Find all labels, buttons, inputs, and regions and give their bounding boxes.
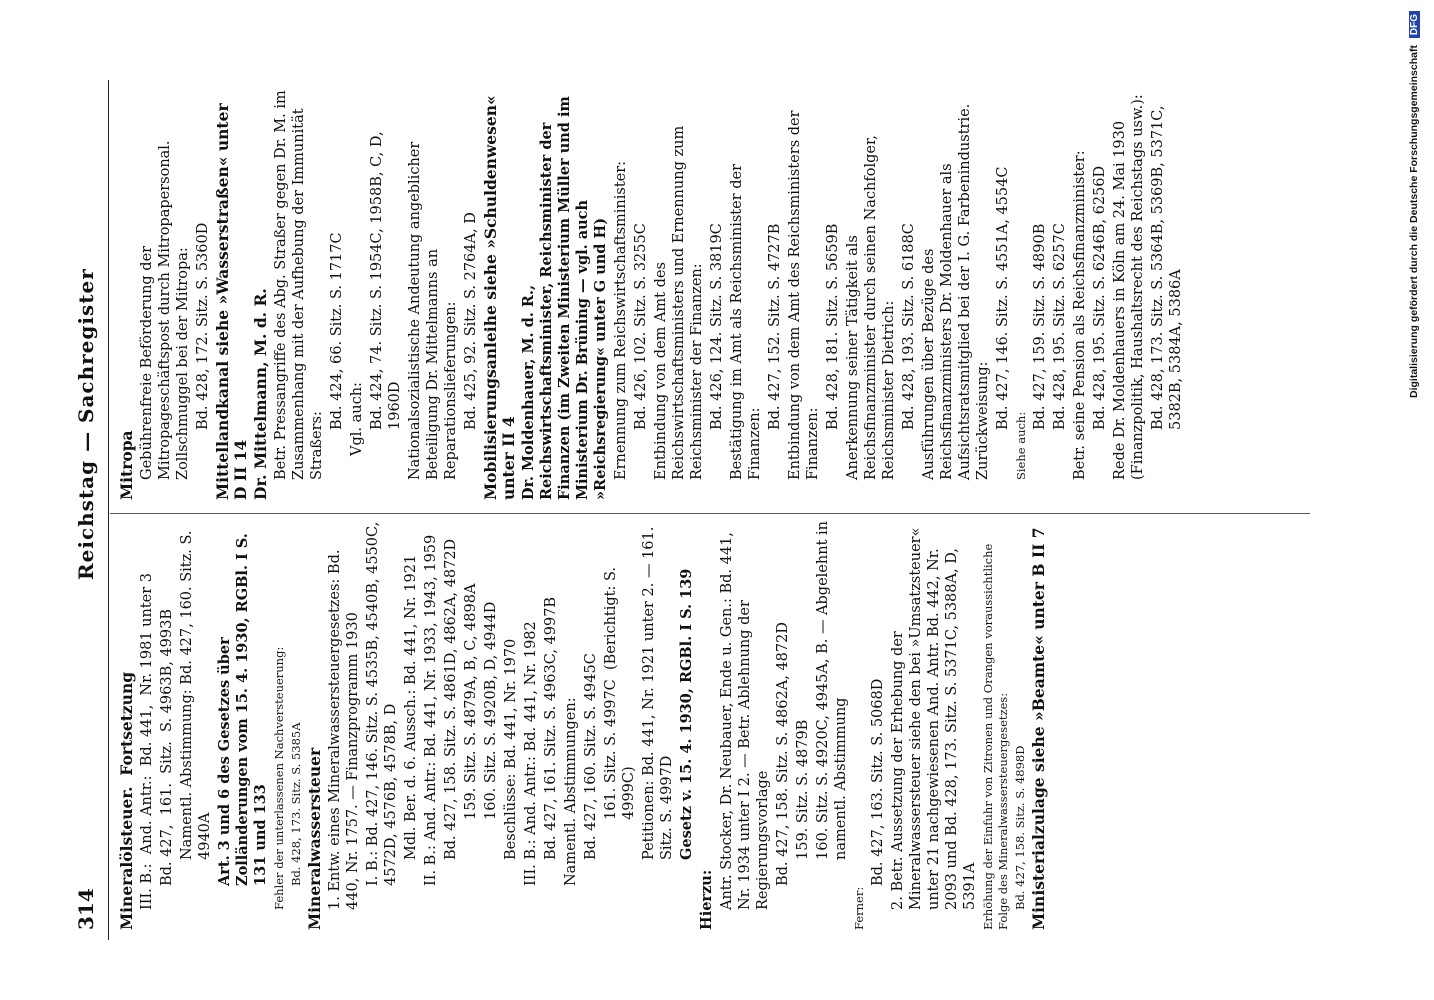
index-entry: Ausführungen über Bezüge des Reichsfinanzministers Dr. Moldenhauer als Aufsichtsratsmitglied bei der I. G. Farbenindustrie. Zurückweisung:	[921, 99, 991, 480]
index-entry: Dr. Moldenhauer, M. d. R., Reichswirtschaftsminister, Reichsminister der Finanzen (im Zweiten Ministerium Müller und im Ministerium Dr. Brüning — vgl. auch »Reichsregierung« unter G und H)	[520, 91, 609, 500]
index-heading: Dr. Mittelmann, M. d. R.	[251, 288, 270, 500]
index-entry: Entbindung von dem Amt des Reichsministers der Finanzen:	[787, 105, 821, 480]
running-title: Reichstag — Sachregister	[74, 268, 98, 580]
index-entry: Bd. 427, 146. Sitz. S. 4551A, 4554C	[995, 166, 1011, 430]
index-entry: Bd. 428, 172. Sitz. S. 5360D	[195, 222, 211, 430]
index-entry: Bd. 427, 158. Sitz. S. 4862A, 4872D	[775, 622, 791, 886]
index-entry: Ernennung zum Reichswirtschaftsminister:	[613, 160, 629, 480]
scanned-page	[60, 80, 1320, 940]
index-entry: Bd. 427, 161. Sitz. S. 4963B, 4993B	[159, 609, 175, 886]
index-entry: Bd. 427, 152. Sitz. S. 4727B	[767, 223, 783, 430]
page-number: 314	[74, 888, 98, 930]
index-entry: Mdl. Ber. d. 6. Aussch.: Bd. 441, Nr. 1921	[403, 554, 419, 860]
index-entry: Art. 3 und 6 des Gesetzes über Zolländerungen vom 15. 4. 1930, RGBl. I S. 131 und 133	[216, 528, 269, 886]
index-entry: Nationalsozialistische Andeutung angeblicher Beteiligung Dr. Mittelmanns an Reparationslieferungen:	[407, 137, 459, 480]
index-entry: Vgl. auch:	[349, 382, 365, 456]
side-credit	[1408, 13, 1434, 398]
index-entry: Entbindung von dem Amt des Reichswirtschaftsministers und Ernennung zum Reichsminister der Finanzen:	[653, 121, 705, 480]
index-entry: Bd. 428, 195. Sitz. S. 6257C	[1052, 223, 1068, 430]
index-entry: Betr. Pressangriffe des Abg. Straßer gegen Dr. M. im Zusammenhang mit der Aufhebung der Immunität Straßers:	[273, 85, 325, 480]
left-column	[117, 516, 1050, 930]
index-entry: Bd. 428, 193. Sitz. S. 6188C	[901, 223, 917, 430]
index-entry: II. B.: And. Antr.: Bd. 441, Nr. 1933, 1943, 1959	[423, 534, 439, 886]
index-entry: Namentl. Abstimmungen:	[563, 697, 579, 886]
index-heading: Mobilisierungsanleihe siehe »Schuldenwesen« unter II 4	[481, 89, 518, 500]
index-entry: Bd. 427, 163. Sitz. S. 5068D	[870, 678, 886, 886]
index-entry: Bd. 427, 159. Sitz. S. 4890B	[1032, 223, 1048, 430]
index-entry: Bd. 427, 158. Sitz. S. 4898D	[1013, 745, 1027, 910]
index-entry: III. B.: And. Antr.: Bd. 441, Nr. 1982	[523, 621, 539, 886]
index-entry: 2. Betr. Aussetzung der Erhebung der Mineralwassersteuer siehe den bei »Umsatzsteuer« unter 21 nachgewiesenen And. Antr. Bd. 442, Nr. 2093 und Bd. 428, 173. Sitz. S. 5371C, 5388A, D, 5391A	[890, 522, 978, 910]
index-entry: Bd. 428, 181. Sitz. S. 5659B	[825, 223, 841, 430]
index-entry: Bd. 428, 173. Sitz. S. 5385A	[289, 722, 303, 886]
index-heading: Mittellandkanal siehe »Wasserstraßen« unter D II 14	[213, 97, 250, 500]
index-entry: Namentl. Abstimmung: Bd. 427, 160. Sitz. S. 4940A	[179, 525, 213, 860]
index-entry: Bd. 425, 92. Sitz. S. 2764A, D	[463, 212, 479, 430]
index-heading: Mineralölsteuer. Fortsetzung	[117, 671, 136, 930]
index-entry: 159. Sitz. S. 4879A, B, C, 4898A	[463, 583, 479, 820]
side-credit-text-wrap	[1408, 13, 1434, 398]
index-entry: Gesetz v. 15. 4. 1930, RGBl. I S. 139	[678, 568, 695, 860]
index-entry: Bd. 427, 160. Sitz. S. 4945C	[583, 653, 599, 860]
index-heading: Mineralwassersteuer	[305, 747, 324, 930]
index-entry: 160. Sitz. S. 4920C, 4945A, B. — Abgelehnt in namentl. Abstimmung	[815, 516, 849, 860]
index-entry: Hierzu:	[698, 869, 715, 930]
index-entry: Bd. 428, 195. Sitz. S. 6246B, 6256D	[1092, 165, 1108, 430]
index-entry: Bd. 427, 161. Sitz. S. 4963C, 4997B	[543, 596, 559, 860]
index-entry: 1. Entw. eines Mineralwassersteuergesetzes: Bd. 440, Nr. 1757. — Finanzprogramm 1930	[327, 544, 361, 910]
rotated-page-content	[60, 80, 1320, 940]
index-entry: Gebührenfreie Beförderung der Mitropageschäftspost durch Mitropapersonal. Zollschmuggel bei der Mitropa:	[139, 135, 191, 480]
index-entry: Bd. 426, 124. Sitz. S. 3819C	[709, 223, 725, 430]
index-entry: Siehe auch:	[1014, 411, 1028, 480]
index-heading: Mitropa	[117, 430, 136, 500]
index-entry: Erhöhung der Einfuhr von Zitronen und Orangen voraussichtliche Folge des Mineralwassersteuergesetzes:	[981, 540, 1010, 930]
index-entry: Fehler der unterlassenen Nachversteuerung:	[272, 646, 286, 910]
index-heading: Ministerialzulage siehe »Beamte« unter B II 7	[1029, 527, 1048, 930]
index-entry: Bd. 428, 173. Sitz. S. 5364B, 5369B, 5371C, 5382B, 5384A, 5386A	[1150, 100, 1184, 430]
index-entry: Bd. 426, 102. Sitz. S. 3255C	[633, 223, 649, 430]
dfg-logo: DFG	[1409, 11, 1420, 38]
page-header	[68, 80, 104, 940]
index-entry: Ferner:	[852, 886, 866, 930]
index-entry: Anerkennung seiner Tätigkeit als Reichsfinanzminister durch seinen Nachfolger, Reichsminister Dietrich:	[845, 130, 897, 480]
header-rule	[108, 80, 109, 940]
index-entry: Bd. 424, 74. Sitz. S. 1954C, 1958B, C, D, 1960D	[369, 126, 403, 430]
index-entry: Betr. seine Pension als Reichsfinanzminister:	[1072, 150, 1088, 480]
index-entry: Bd. 427, 158. Sitz. S. 4861D, 4862A, 4872D	[443, 538, 459, 860]
index-entry: 160. Sitz. S. 4920B, D, 4944D	[483, 601, 499, 820]
column-divider	[110, 513, 1310, 514]
index-entry: Beschlüsse: Bd. 441, Nr. 1970	[503, 638, 519, 860]
index-entry: Rede Dr. Moldenhauers in Köln am 24. Mai 1930 (Finanzpolitik, Haushaltsrecht des Reichstags usw.):	[1112, 94, 1146, 480]
index-entry: I. B.: Bd. 427, 146. Sitz. S. 4535B, 4540B, 4550C, 4572D, 4576B, 4578B, D	[365, 517, 399, 886]
right-column	[117, 85, 1187, 500]
index-entry: 161. Sitz. S. 4997C (Berichtigt: S. 4999C)	[603, 562, 637, 820]
index-entry: 159. Sitz. S. 4879B	[795, 719, 811, 860]
funding-note: Digitalisierung gefördert durch die Deutsche Forschungsgemeinschaft	[1408, 45, 1420, 398]
index-entry: III. B.: And. Antr.: Bd. 441, Nr. 1981 unter 3	[139, 572, 155, 910]
index-entry: Antr. Stocker, Dr. Neubauer, Ende u. Gen.: Bd. 441, Nr. 1934 unter I 2. — Betr. Ablehnung der Regierungsvorlage	[719, 527, 771, 910]
index-entry: Bestätigung im Amt als Reichsminister der Finanzen:	[729, 159, 763, 480]
index-entry: Petitionen: Bd. 441, Nr. 1921 unter 2. — 161. Sitz. S. 4997D	[641, 522, 675, 860]
index-entry: Bd. 424, 66. Sitz. S. 1717C	[329, 232, 345, 430]
